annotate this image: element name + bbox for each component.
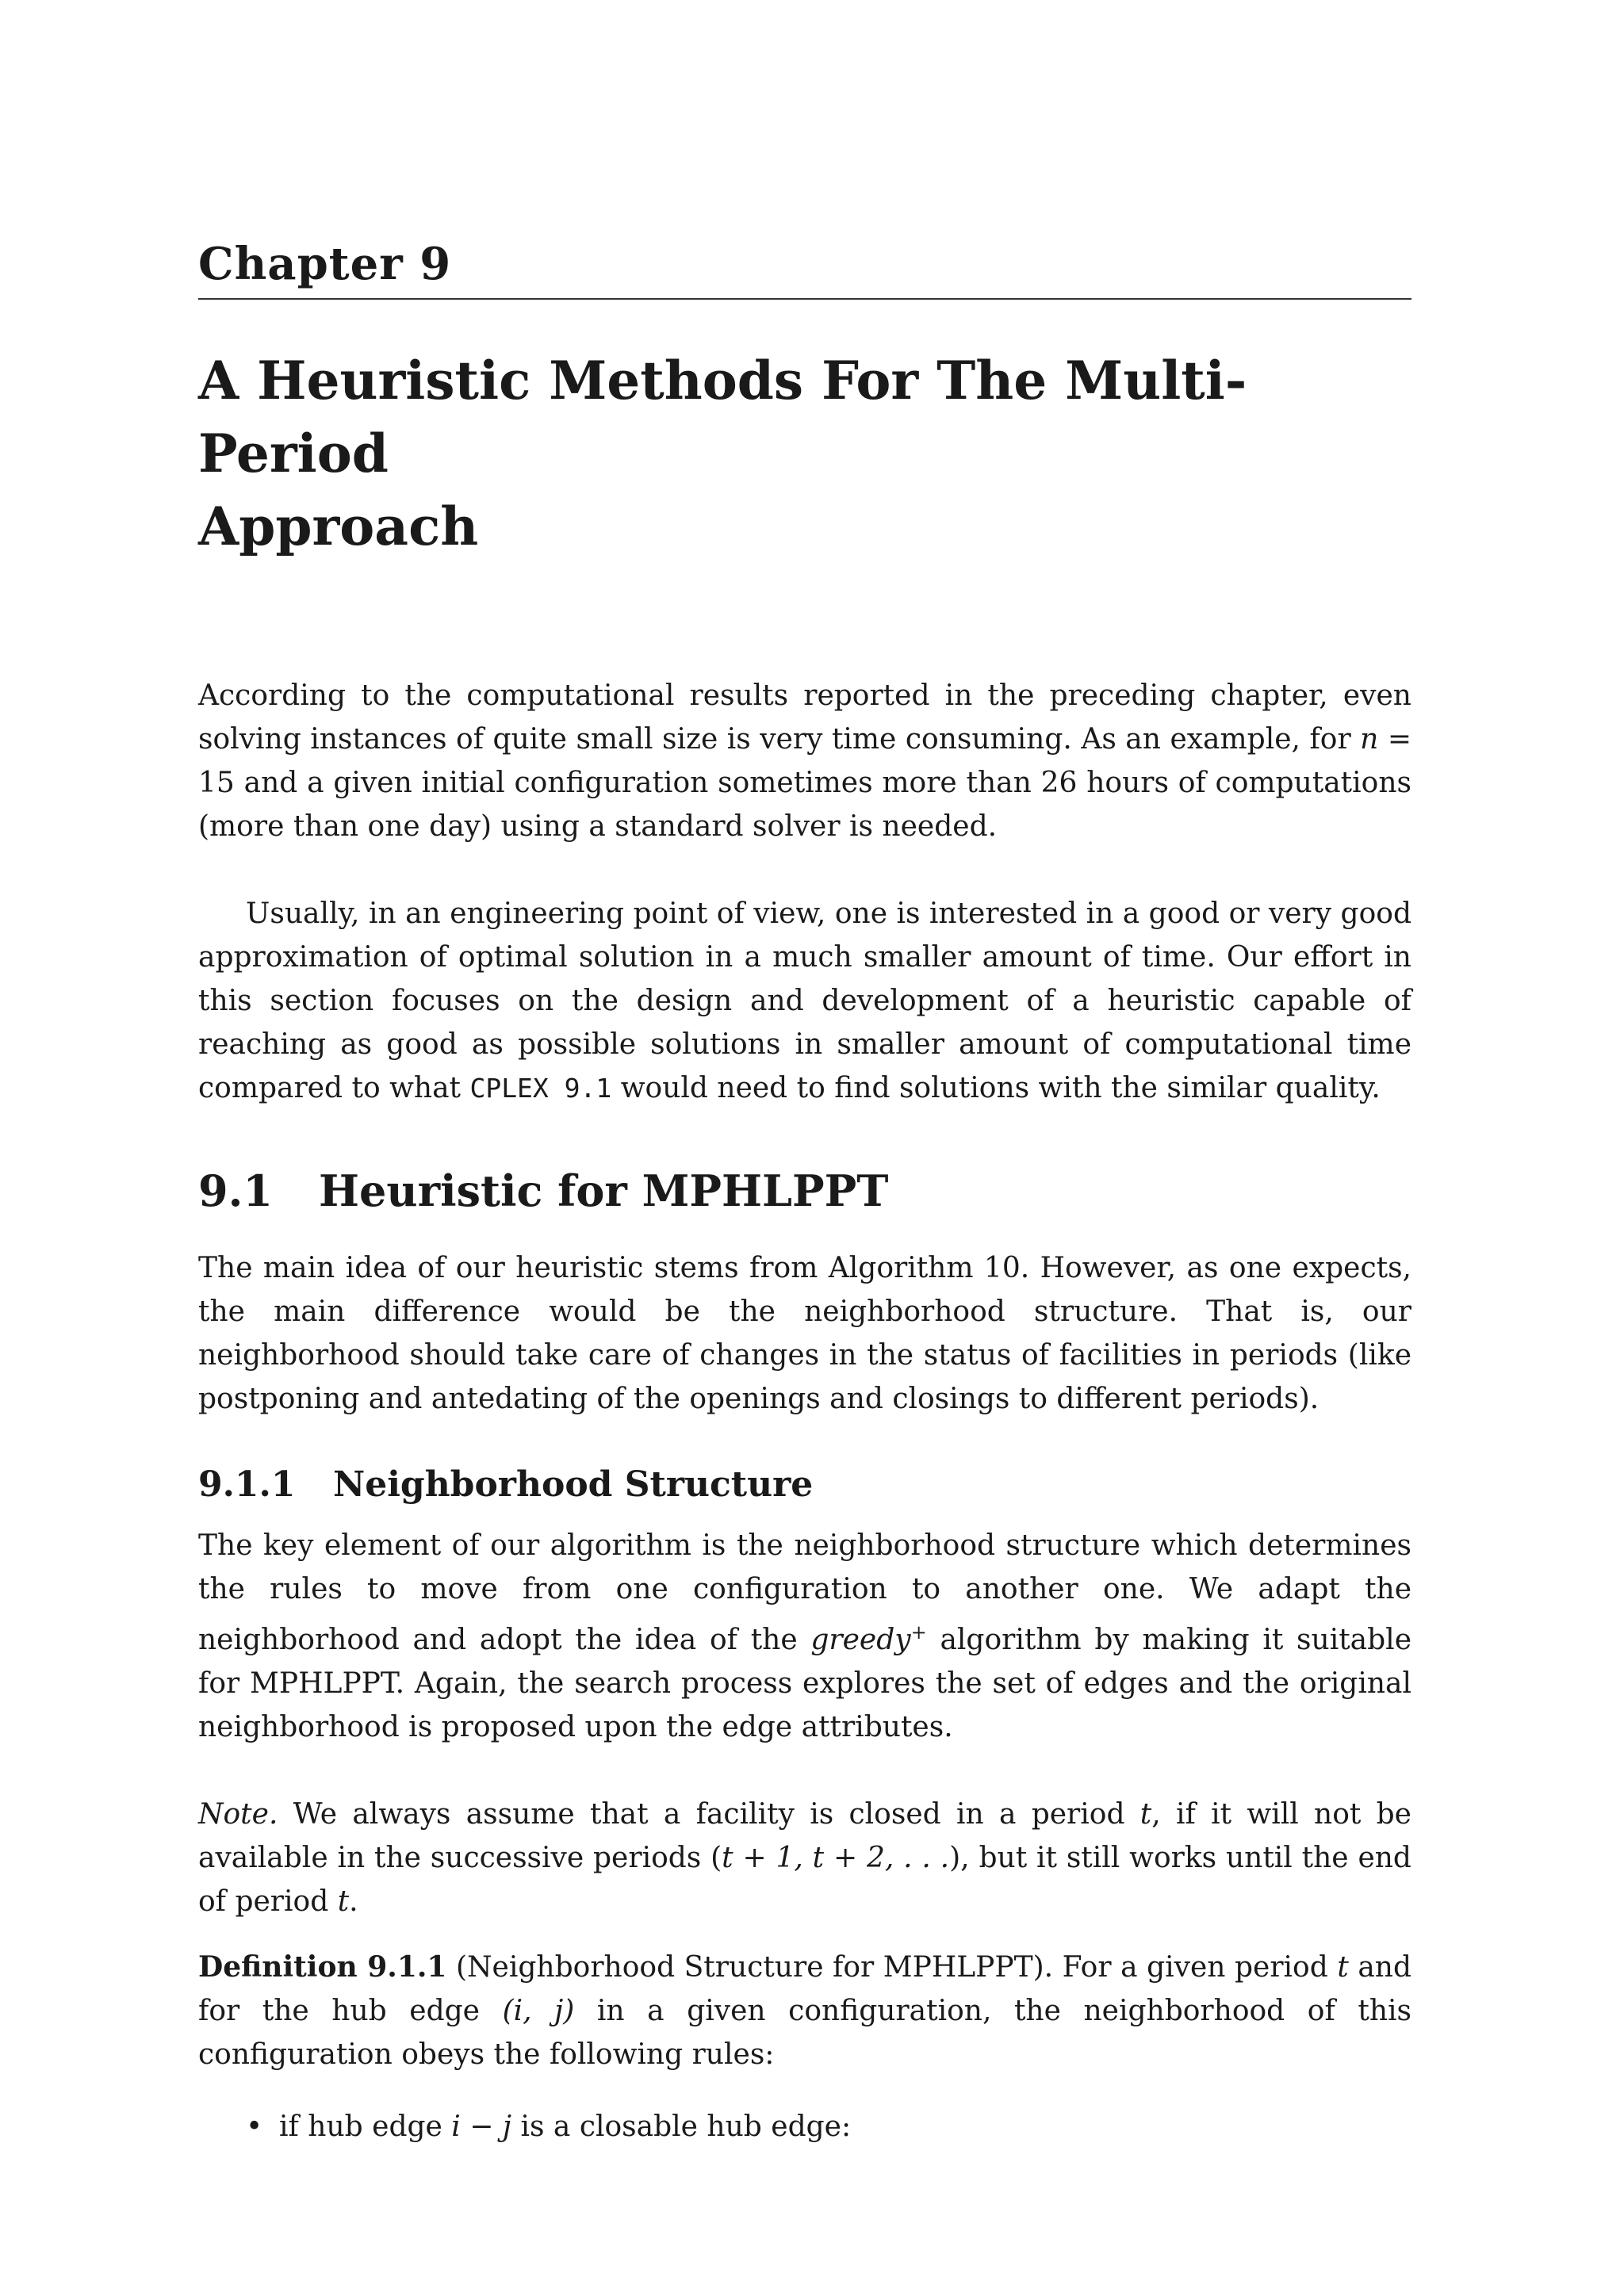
chapter-label: Chapter 9: [198, 238, 452, 290]
subsection-paragraph-1: The key element of our algorithm is the neighborhood structure which determines the rules to move from one configuration to another one. We adapt the neighborhood and adopt the idea of the greedy+ algorithm by making it suitable for MPHLPPT. Again, the search process explores the set of edges and the original neighborhood is proposed upon the edge attributes.: [198, 1529, 1412, 1743]
section-paragraph-1: The main idea of our heuristic stems from Algorithm 10. However, as one expects, the main difference would be the neighborhood structure. That is, our neighborhood should take care of changes in the status of facilities in periods (like postponing and antedating of the openings and closings to different periods).: [198, 1252, 1411, 1415]
chapter-title-line-1: A Heuristic Methods For The Multi-Period: [198, 350, 1247, 484]
chapter-rule: [198, 298, 1411, 300]
cplex-code: CPLEX 9.1: [469, 1073, 612, 1104]
section-heading: 9.1 Heuristic for MPHLPPT: [198, 1165, 889, 1216]
page-content: [198, 238, 1411, 2149]
subsection-heading: 9.1.1 Neighborhood Structure: [198, 1464, 814, 1505]
chapter-title: [198, 344, 1411, 563]
rules-list: [198, 2105, 1411, 2149]
intro-paragraph-1: According to the computational results reported in the preceding chapter, even solving instances of quite small size is very time consuming. As an example, for n = 15 and a given initial configuration sometimes more than 26 hours of computations (more than one day) using a standard solver is needed.: [198, 679, 1411, 843]
chapter-title-line-2: Approach: [198, 496, 479, 557]
definition-paragraph: Definition 9.1.1 (Neighborhood Structure for MPHLPPT). For a given period t and for the hub edge (i, j) in a given configuration, the neighborhood of this configuration obeys the following rules:: [198, 1950, 1412, 2071]
list-item: • if hub edge i − j is a closable hub edge:: [246, 2110, 852, 2143]
note-paragraph: Note. We always assume that a facility is closed in a period t, if it will not be available in the successive periods (t + 1, t + 2, . . .), but it still works until the end of period t.: [198, 1798, 1411, 1918]
intro-paragraph-2: Usually, in an engineering point of view, one is interested in a good or very good approximation of optimal solution in a much smaller amount of time. Our effort in this section focuses on the design and development of a heuristic capable of reaching as good as possible solutions in smaller amount of computational time compared to what CPLEX 9.1 would need to find solutions with the similar quality.: [198, 897, 1411, 1104]
